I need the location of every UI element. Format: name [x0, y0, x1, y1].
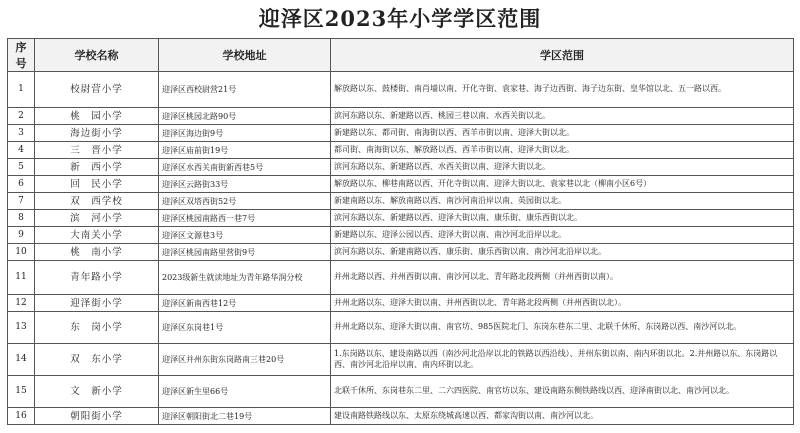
row-district-range: 并州北路以东、迎泽大街以南、南官坊、985医院北门、东岗东巷东二里、北联千休所、东岗路以西、南沙河以北。: [331, 312, 794, 344]
row-school-address: 迎泽区海边街9号: [159, 125, 331, 142]
row-num: 13: [8, 312, 35, 344]
row-school-address: 迎泽区双塔西街52号: [159, 193, 331, 210]
row-school-address: 迎泽区东岗巷1号: [159, 312, 331, 344]
row-school-address: 迎泽区新生里66号: [159, 376, 331, 408]
row-school-address: 迎泽区文源巷3号: [159, 227, 331, 244]
row-school-name: 青年路小学: [35, 261, 159, 295]
row-school-address: 迎泽区桃园南路西一巷7号: [159, 210, 331, 227]
row-num: 5: [8, 159, 35, 176]
table-row: [8, 312, 794, 344]
row-district-range: 建设南路铁路线以东、太原东绕城高速以西、都家沟街以南、南沙河以北。: [331, 408, 794, 425]
row-school-name: 校尉营小学: [35, 72, 159, 108]
row-district-range: 滨河东路以东、新建路以西、水西关街以南、迎泽大街以北。: [331, 159, 794, 176]
row-num: 12: [8, 295, 35, 312]
header-school-name: 学校名称: [35, 39, 159, 72]
row-school-name: 回 民小学: [35, 176, 159, 193]
row-school-address: 迎泽区朝阳街北二巷19号: [159, 408, 331, 425]
row-school-address: 迎泽区并州东街东岗路南三巷20号: [159, 344, 331, 376]
header-district-range: 学区范围: [331, 39, 794, 72]
table-row: [8, 142, 794, 159]
row-num: 10: [8, 244, 35, 261]
row-school-name: 迎泽街小学: [35, 295, 159, 312]
row-district-range: 并州北路以西、并州西街以南、南沙河以北、青年路北段两侧（并州西街以南）。: [331, 261, 794, 295]
row-district-range: 滨河东路以东、新建路以西、迎泽大街以南、康乐街、康乐西街以北。: [331, 210, 794, 227]
row-num: 1: [8, 72, 35, 108]
row-school-name: 朝阳街小学: [35, 408, 159, 425]
row-school-name: 双 东小学: [35, 344, 159, 376]
row-school-name: 大南关小学: [35, 227, 159, 244]
row-school-name: 桃 南小学: [35, 244, 159, 261]
table-row: [8, 108, 794, 125]
row-num: 16: [8, 408, 35, 425]
row-school-name: 海边街小学: [35, 125, 159, 142]
row-school-address: 迎泽区云路街33号: [159, 176, 331, 193]
row-district-range: 并州北路以东、迎泽大街以南、并州西街以北、青年路北段两侧（并州西街以北）。: [331, 295, 794, 312]
row-school-name: 桃 园小学: [35, 108, 159, 125]
row-num: 7: [8, 193, 35, 210]
row-district-range: 滨河东路以东、新建南路以西、康乐街、康乐西街以南、南沙河北沿岸以北。: [331, 244, 794, 261]
header-school-address: 学校地址: [159, 39, 331, 72]
table-row: [8, 72, 794, 108]
row-district-range: 都司街、南海街以东、解放路以西、西羊市街以南、迎泽大街以北。: [331, 142, 794, 159]
page-title: 迎泽区2023年小学学区范围: [258, 6, 542, 31]
row-school-name: 东 岗小学: [35, 312, 159, 344]
row-district-range: 新建路以东、都司街、南海街以西、西羊市街以南、迎泽大街以北。: [331, 125, 794, 142]
school-district-table: [7, 38, 794, 425]
row-school-name: 三 晋小学: [35, 142, 159, 159]
table-row: [8, 227, 794, 244]
row-num: 3: [8, 125, 35, 142]
row-school-address: 迎泽区西校尉营21号: [159, 72, 331, 108]
table-header-row: [8, 39, 794, 72]
table-row: [8, 159, 794, 176]
table-row: [8, 210, 794, 227]
row-num: 11: [8, 261, 35, 295]
row-school-name: 双 西学校: [35, 193, 159, 210]
row-num: 15: [8, 376, 35, 408]
table-row: [8, 295, 794, 312]
row-num: 8: [8, 210, 35, 227]
table-row: [8, 244, 794, 261]
table-row: [8, 261, 794, 295]
row-school-address: 迎泽区庙前街19号: [159, 142, 331, 159]
row-school-address: 2023级新生就读地址为青年路华润分校: [159, 261, 331, 295]
row-district-range: 北联千休所、东岗巷东二里、二六四医院、南官坊以东、建设南路东侧铁路线以西、迎泽南街以北、南沙河以北。: [331, 376, 794, 408]
row-school-address: 迎泽区桃园南路里营街9号: [159, 244, 331, 261]
row-num: 2: [8, 108, 35, 125]
table-row: [8, 344, 794, 376]
row-district-range: 滨河东路以东、新建路以西、桃园三巷以南、水西关街以北。: [331, 108, 794, 125]
table-row: [8, 193, 794, 210]
row-school-address: 迎泽区桃园北路90号: [159, 108, 331, 125]
table-row: [8, 408, 794, 425]
row-num: 4: [8, 142, 35, 159]
row-school-name: 新 西小学: [35, 159, 159, 176]
row-num: 9: [8, 227, 35, 244]
row-district-range: 新建路以东、迎泽公园以西、迎泽大街以南、南沙河北沿岸以北。: [331, 227, 794, 244]
row-district-range: 解放路以东、柳巷南路以西、开化寺街以南、迎泽大街以北、袁家巷以北（柳南小区6号）: [331, 176, 794, 193]
row-school-address: 迎泽区新南西巷12号: [159, 295, 331, 312]
header-num: 序号: [8, 39, 35, 72]
table-row: [8, 125, 794, 142]
table-row: [8, 176, 794, 193]
row-district-range: 解放路以东、鼓楼街、南肖墙以南、开化寺街、袁家巷、海子边西街、海子边东街、皇华馆以北、五一路以西。: [331, 72, 794, 108]
table-row: [8, 376, 794, 408]
row-district-range: 新建南路以东、解放南路以西、南沙河南沿岸以南、英园街以北。: [331, 193, 794, 210]
row-district-range: 1.东岗路以东、建设南路以西（南沙河北沿岸以北的铁路以西沿线）、并州东街以南、南内环街以北。2.并州路以东、东岗路以西、南沙河北沿岸以南、南内环街以北。: [331, 344, 794, 376]
row-school-name: 滨 河小学: [35, 210, 159, 227]
row-num: 6: [8, 176, 35, 193]
row-school-name: 文 新小学: [35, 376, 159, 408]
row-num: 14: [8, 344, 35, 376]
row-school-address: 迎泽区水西关南街新西巷5号: [159, 159, 331, 176]
